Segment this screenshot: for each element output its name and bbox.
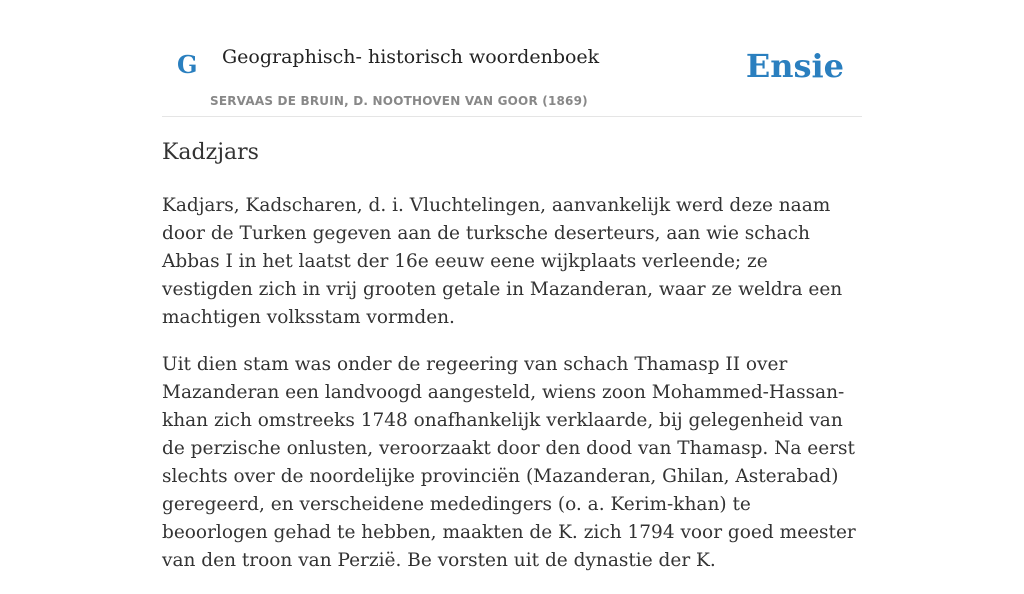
- entry-article: [162, 192, 862, 594]
- site-header: [162, 0, 862, 117]
- article-paragraph: Uit dien stam was onder de regeering van schach Thamasp II over Mazanderan een landvoogd aangesteld, wiens zoon Mohammed-Hassan-khan zich omstreeks 1748 onafhankelijk verklaarde, bij gelegenheid van de perzische onlusten, veroorzaakt door den dood van Thamasp. Na eerst slechts over de noordelijke provinciën (Mazanderan, Ghilan, Asterabad) geregeerd, en verscheidene mededingers (o. a. Kerim-khan) te beoorlogen gehad te hebben, maakten de K. zich 1794 voor goed meester van den troon van Perzië. Be vorsten uit de dynastie der K.: [162, 354, 856, 571]
- entry-title: Kadzjars: [162, 140, 259, 165]
- book-title-link[interactable]: Geographisch- historisch woordenboek: [222, 46, 600, 68]
- book-logo-link[interactable]: G: [177, 50, 198, 79]
- article-paragraph: Kadjars, Kadscharen, d. i. Vluchtelingen, aanvankelijk werd deze naam door de Turken gegeven aan de turksche deserteurs, aan wie schach Abbas I in het laatst der 16e eeuw eene wijkplaats verleende; ze vestigden zich in vrij grooten getale in Mazanderan, waar ze weldra een machtigen volksstam vormden.: [162, 195, 843, 328]
- ensie-logo-link[interactable]: Ensie: [745, 47, 844, 85]
- book-authors: SERVAAS DE BRUIN, D. NOOTHOVEN VAN GOOR (1869): [210, 94, 588, 108]
